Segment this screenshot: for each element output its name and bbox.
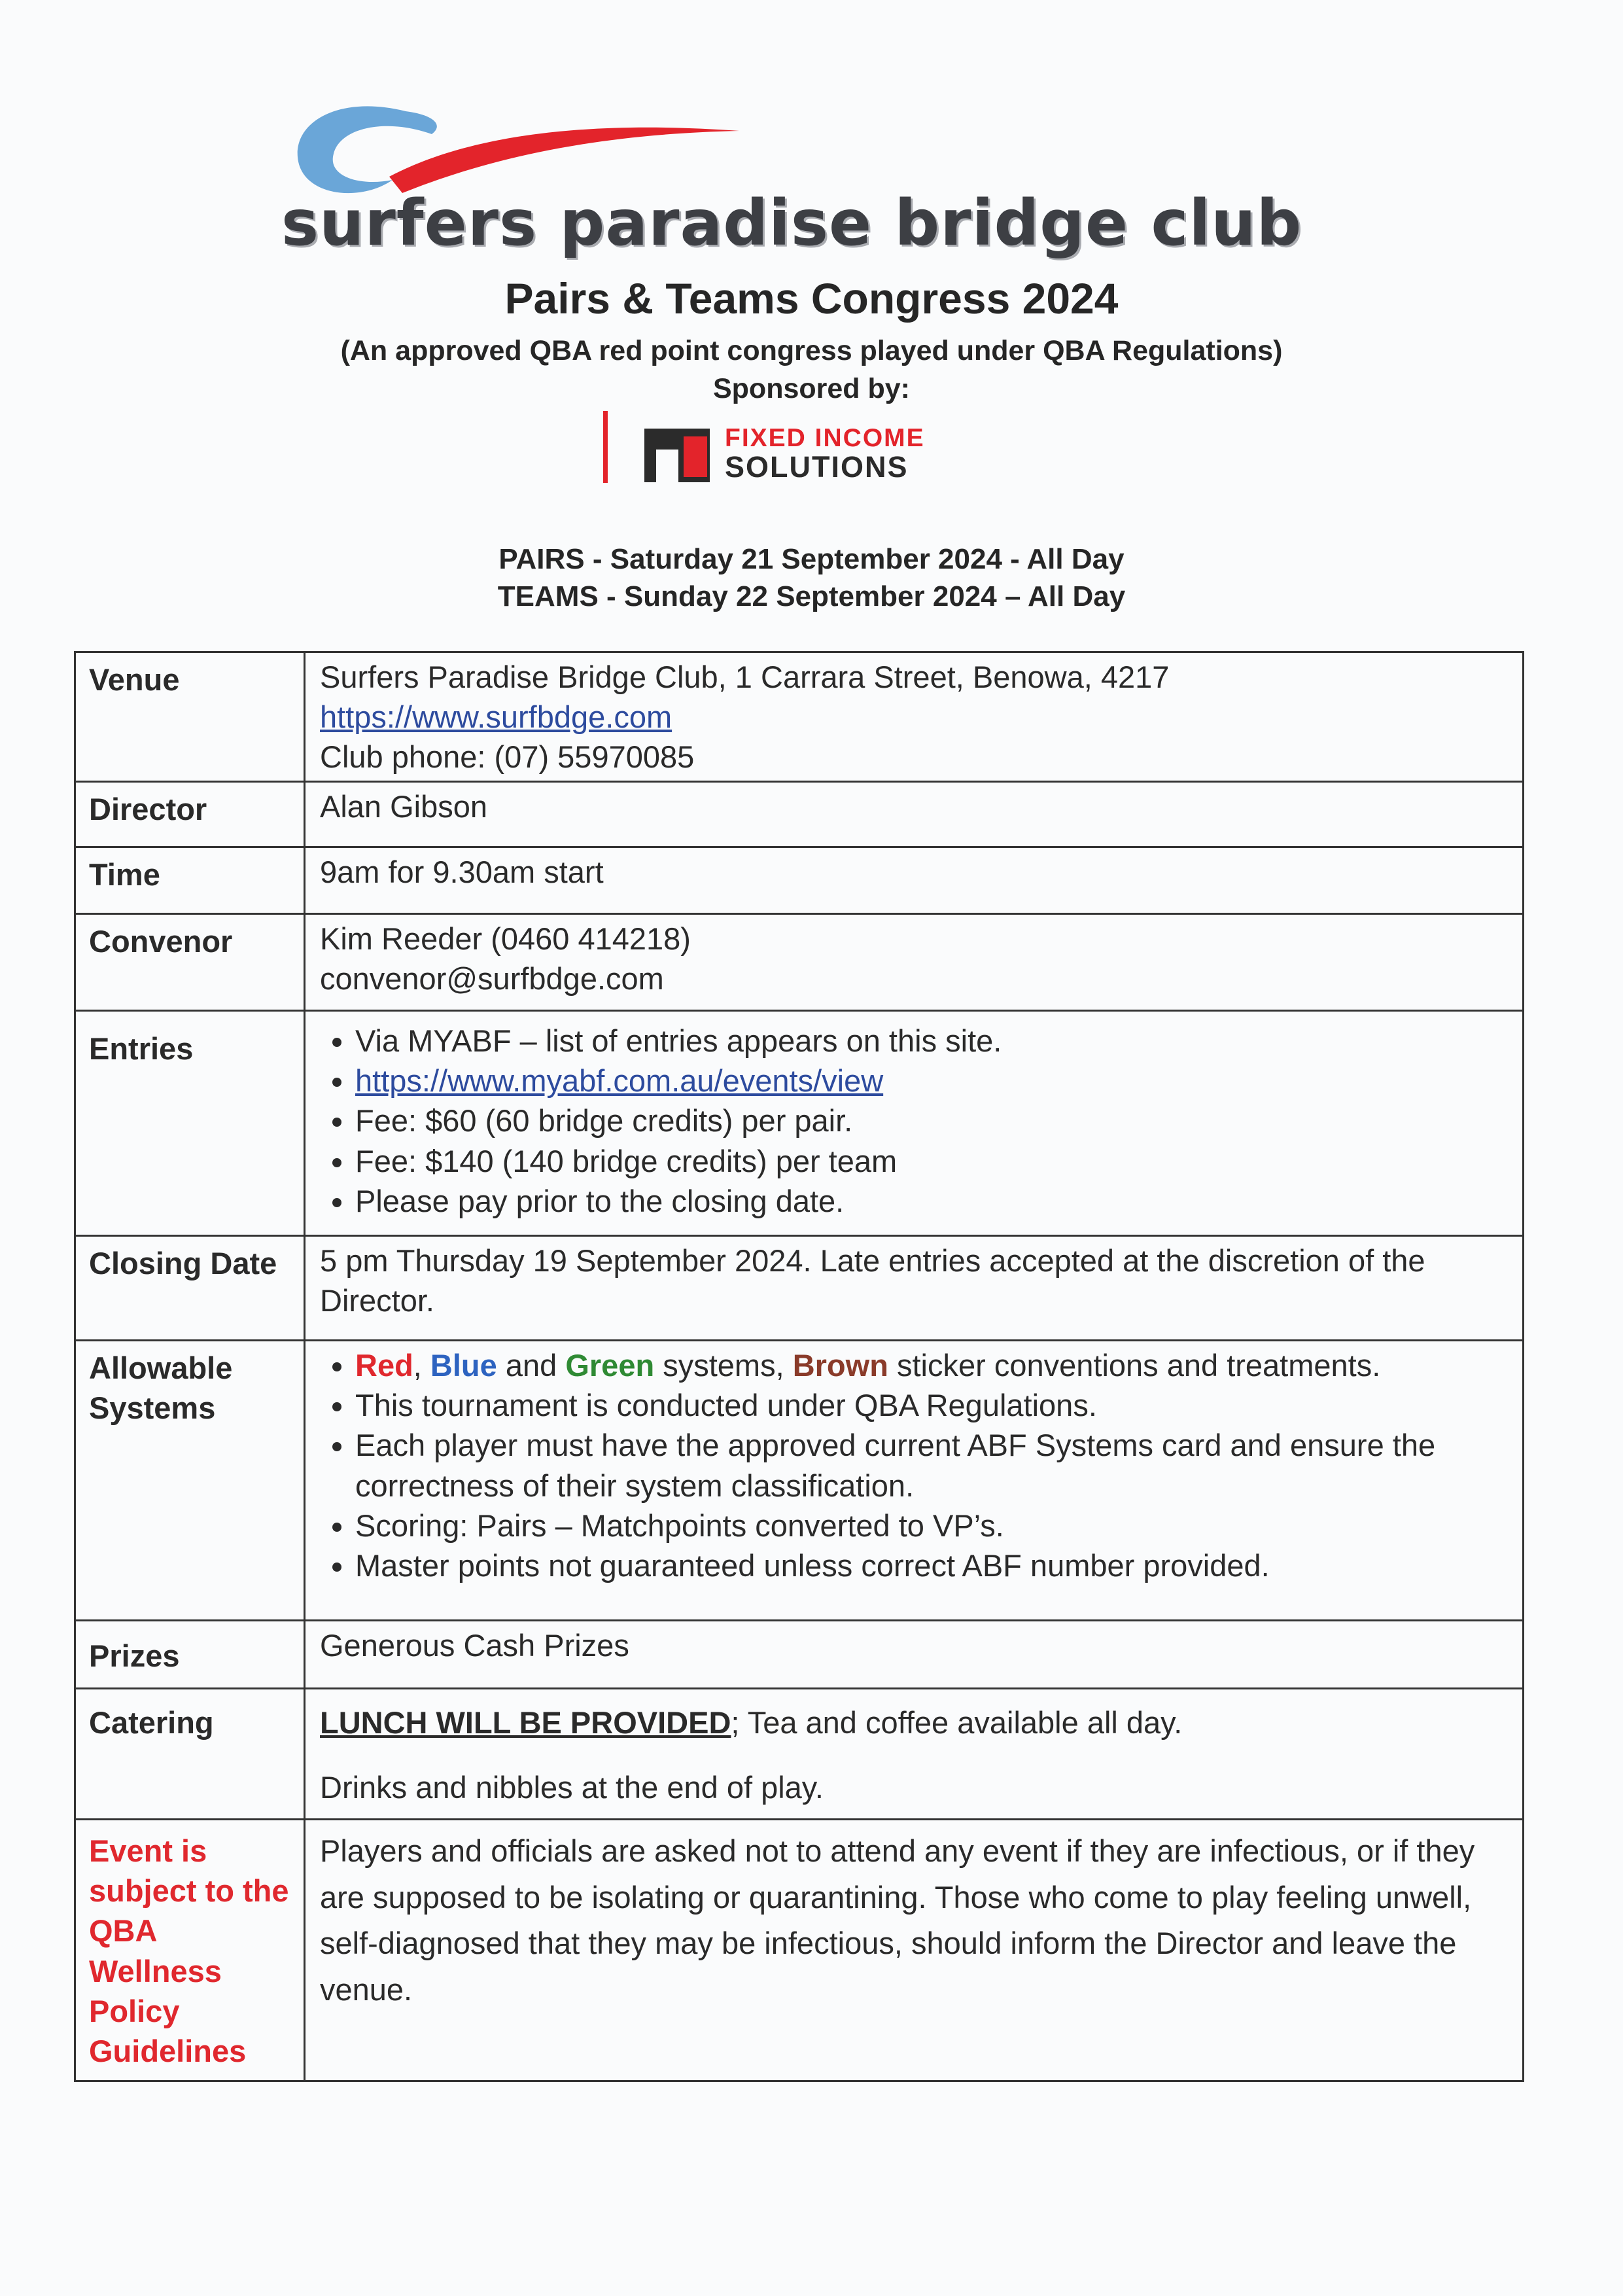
list-item: • Via MYABF – list of entries appears on this site. [355,1021,1509,1061]
venue-value [305,652,1524,782]
list-item: • Master points not guaranteed unless correct ABF number provided. [355,1545,1509,1585]
time-label: Time [75,847,305,914]
drinks-note: Drinks and nibbles at the end of play. [320,1770,824,1805]
table-row-catering [75,1689,1524,1820]
convenor-label: Convenor [75,914,305,1011]
system-green: Green [565,1348,655,1383]
list-item: • Fee: $140 (140 bridge credits) per team [355,1141,1509,1181]
convenor-email: convenor@surfbdge.com [320,961,664,997]
list-item [355,1061,1509,1101]
wellness-policy-value: Players and officials are asked not to attend any event if they are infectious, or if they are supposed to be isolating or quarantining. Those who come to play feeling unwell, self-diagnosed that they may be infectious, should inform the Director and leave the venue. [305,1820,1524,2081]
convenor-value [305,914,1524,1011]
venue-website-link[interactable]: https://www.surfbdge.com [320,699,672,735]
table-row-venue [75,652,1524,782]
logo-red-swoosh [389,128,739,193]
table-row-entries [75,1011,1524,1236]
list-item: • Each player must have the approved current ABF Systems card and ensure the correctness of their system classification. [355,1425,1509,1505]
list-item: • This tournament is conducted under QBA Regulations. [355,1385,1509,1425]
allowable-systems-label: Allowable Systems [75,1341,305,1621]
catering-label: Catering [75,1689,305,1820]
table-row-wellness [75,1820,1524,2081]
entries-list [320,1021,1509,1220]
sponsor-divider [603,411,608,483]
event-info-table [74,651,1524,2082]
venue-address: Surfers Paradise Bridge Club, 1 Carrara Street, Benowa, 4217 [320,660,1170,694]
venue-label: Venue [75,652,305,782]
list-item: • Fee: $60 (60 bridge credits) per pair. [355,1101,1509,1140]
sponsor-logo-icon [644,429,710,482]
director-value: Alan Gibson [305,782,1524,847]
table-row-systems [75,1341,1524,1621]
list-item: • Scoring: Pairs – Matchpoints converted to VP’s. [355,1506,1509,1545]
sponsored-by-label: Sponsored by: [712,373,911,404]
time-value: 9am for 9.30am start [305,847,1524,914]
myabf-events-link[interactable]: https://www.myabf.com.au/events/view [355,1063,884,1099]
club-name-wordmark: surfers paradise bridge club [281,186,1302,260]
system-blue: Blue [430,1348,497,1383]
lunch-provided-notice: LUNCH WILL BE PROVIDED [320,1705,731,1740]
teams-date: TEAMS - Sunday 22 September 2024 – All Day [497,580,1126,612]
sponsor-name-line1: FIXED INCOME [725,424,925,452]
entries-value [305,1011,1524,1236]
closing-date-label: Closing Date [75,1236,305,1341]
list-item: • Red, Blue and Green systems, Brown sticker conventions and treatments. [355,1345,1509,1385]
page-subtitle: (An approved QBA red point congress played under QBA Regulations) [340,335,1283,366]
director-label: Director [75,782,305,847]
table-row-closing-date [75,1236,1524,1341]
convenor-name-phone: Kim Reeder (0460 414218) [320,921,691,957]
prizes-value: Generous Cash Prizes [305,1621,1524,1689]
table-row-prizes [75,1621,1524,1689]
table-row-director [75,782,1524,847]
table-row-time [75,847,1524,914]
prizes-label: Prizes [75,1621,305,1689]
systems-list [320,1345,1509,1585]
pairs-date: PAIRS - Saturday 21 September 2024 - All Day [498,543,1125,575]
allowable-systems-value [305,1341,1524,1621]
closing-date-value: 5 pm Thursday 19 September 2024. Late entries accepted at the discretion of the Director. [305,1236,1524,1341]
system-red: Red [355,1348,413,1383]
table-row-convenor [75,914,1524,1011]
club-phone: Club phone: (07) 55970085 [320,739,695,775]
catering-value: LUNCH WILL BE PROVIDED; Tea and coffee available all day. Drinks and nibbles at the end of play. [305,1689,1524,1820]
sponsor-name-line2: SOLUTIONS [725,450,909,484]
system-brown: Brown [792,1348,888,1383]
wellness-policy-label: Event is subject to the QBA Wellness Policy Guidelines [75,1820,305,2081]
entries-label: Entries [75,1011,305,1236]
page-title: Pairs & Teams Congress 2024 [504,274,1119,323]
list-item: • Please pay prior to the closing date. [355,1181,1509,1221]
